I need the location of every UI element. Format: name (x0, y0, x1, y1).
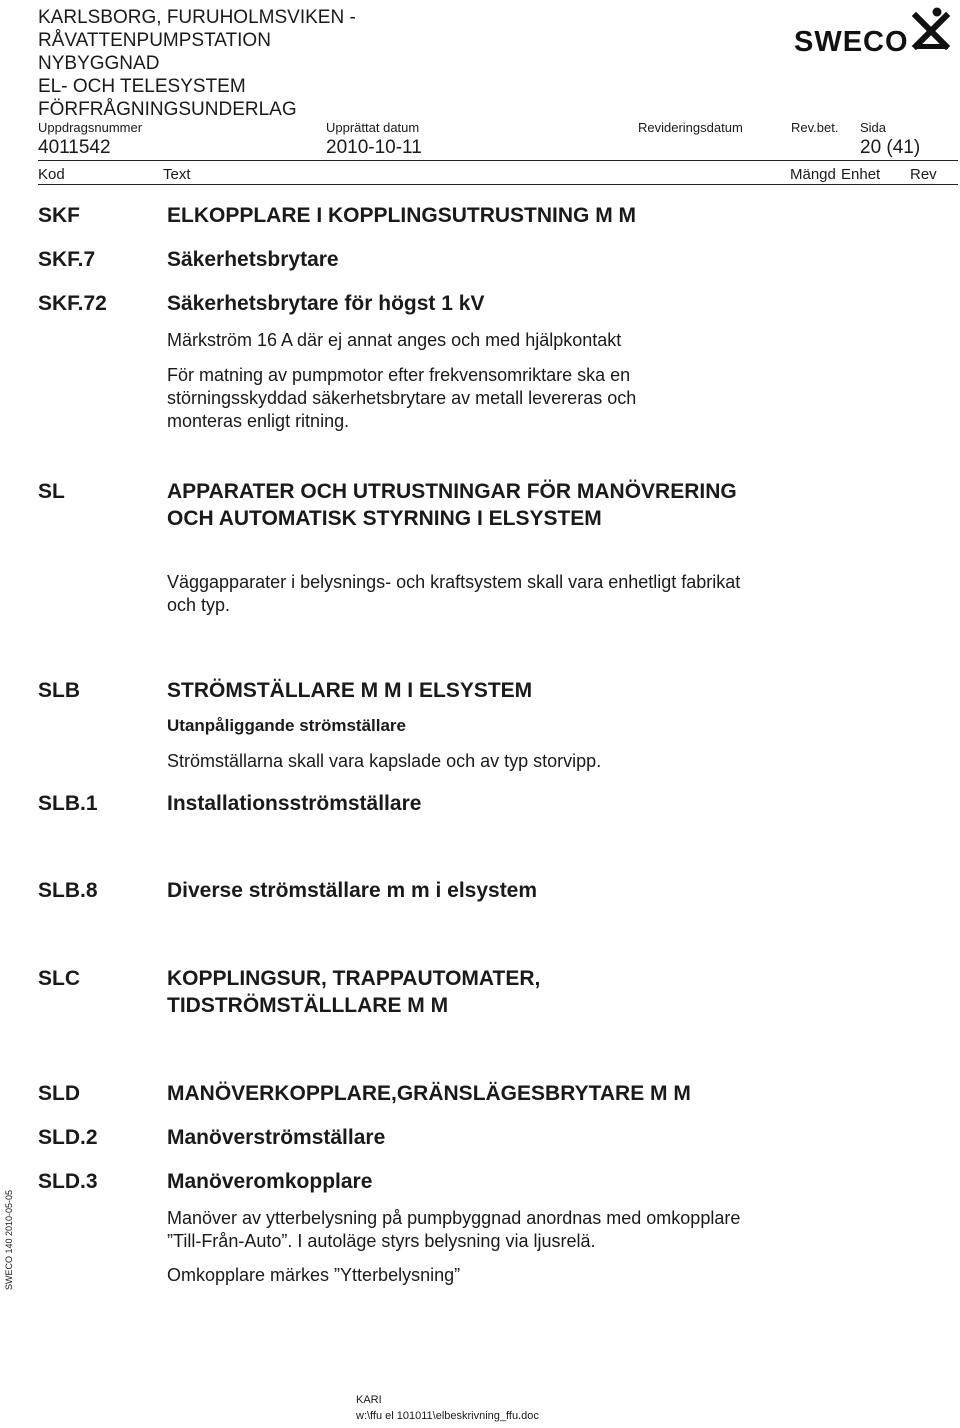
heading-sld: MANÖVERKOPPLARE,GRÄNSLÄGESBRYTARE M M (167, 1082, 691, 1105)
heading-skf-72: Säkerhetsbrytare för högst 1 kV (167, 292, 485, 315)
project-title-line-5: FÖRFRÅGNINGSUNDERLAG (38, 99, 297, 120)
label-revideringsdatum: Revideringsdatum (638, 120, 743, 135)
code-sld-2: SLD.2 (38, 1126, 98, 1149)
code-slb-1: SLB.1 (38, 792, 98, 815)
heading-slb-1: Installationsströmställare (167, 792, 422, 815)
text-sl-p1: Väggapparater i belysnings- och kraftsystem skall vara enhetligt fabrikat och typ. (167, 572, 741, 615)
column-text: Text (163, 166, 191, 183)
text-skf-72-p1: Märkström 16 A där ej annat anges och med hjälpkontakt (167, 330, 622, 350)
sweco-logo-icon (910, 6, 952, 52)
text-sld-3-p2: Omkopplare märkes ”Ytterbelysning” (167, 1265, 461, 1285)
label-upprattat-datum: Upprättat datum (326, 120, 420, 135)
column-kod: Kod (38, 166, 65, 183)
code-slb-8: SLB.8 (38, 879, 98, 902)
code-sl: SL (38, 480, 65, 503)
subheading-slb: Utanpåliggande strömställare (167, 716, 407, 735)
label-sida: Sida (860, 120, 887, 135)
project-title-line-1: KARLSBORG, FURUHOLMSVIKEN - (38, 7, 356, 28)
code-sld: SLD (38, 1082, 80, 1105)
heading-skf-7: Säkerhetsbrytare (167, 248, 339, 271)
column-mangd: Mängd (790, 166, 836, 183)
heading-skf: ELKOPPLARE I KOPPLINGSUTRUSTNING M M (167, 204, 637, 227)
heading-slb: STRÖMSTÄLLARE M M I ELSYSTEM (167, 679, 533, 702)
label-rev-bet: Rev.bet. (791, 120, 839, 135)
footer-author: KARI (356, 1394, 382, 1406)
value-upprattat-datum: 2010-10-11 (326, 137, 422, 158)
project-title-line-4: EL- OCH TELESYSTEM (38, 76, 246, 97)
text-skf-72-p2: För matning av pumpmotor efter frekvensomriktare ska en störningsskyddad säkerhetsbrytare av metall levereras och monteras enligt ritning. (167, 365, 637, 431)
heading-sl: APPARATER OCH UTRUSTNINGAR FÖR MANÖVRERING OCH AUTOMATISK STYRNING I ELSYSTEM (167, 480, 737, 530)
header-rule-top (38, 160, 958, 161)
code-slb: SLB (38, 679, 80, 702)
heading-sld-2: Manöverströmställare (167, 1126, 386, 1149)
heading-slc: KOPPLINGSUR, TRAPPAUTOMATER, TIDSTRÖMSTÄLLLARE M M (167, 967, 541, 1017)
column-enhet: Enhet (841, 166, 881, 183)
project-title-line-3: NYBYGGNAD (38, 53, 160, 74)
heading-sld-3: Manöveromkopplare (167, 1170, 373, 1193)
code-skf-7: SKF.7 (38, 248, 96, 271)
project-title-line-2: RÅVATTENPUMPSTATION (38, 30, 271, 51)
column-rev: Rev (910, 166, 937, 183)
heading-slb-8: Diverse strömställare m m i elsystem (167, 879, 538, 902)
label-uppdragsnummer: Uppdragsnummer (38, 120, 143, 135)
value-sida: 20 (41) (860, 137, 921, 158)
header-rule-bottom (38, 184, 958, 185)
code-skf-72: SKF.72 (38, 292, 107, 315)
side-form-code: SWECO 140 2010-05-05 (4, 1189, 14, 1290)
code-slc: SLC (38, 967, 80, 990)
code-sld-3: SLD.3 (38, 1170, 98, 1193)
text-slb-p1: Strömställarna skall vara kapslade och av typ storvipp. (167, 751, 602, 771)
footer-file-path: w:\ffu el 101011\elbeskrivning_ffu.doc (356, 1410, 539, 1422)
value-uppdragsnummer: 4011542 (38, 137, 111, 158)
sweco-logo-text: SWECO (794, 26, 909, 58)
text-sld-3-p1: Manöver av ytterbelysning på pumpbyggnad anordnas med omkopplare ”Till-Från-Auto”. I autoläge styrs belysning via ljusrelä. (167, 1208, 741, 1251)
code-skf: SKF (38, 204, 80, 227)
